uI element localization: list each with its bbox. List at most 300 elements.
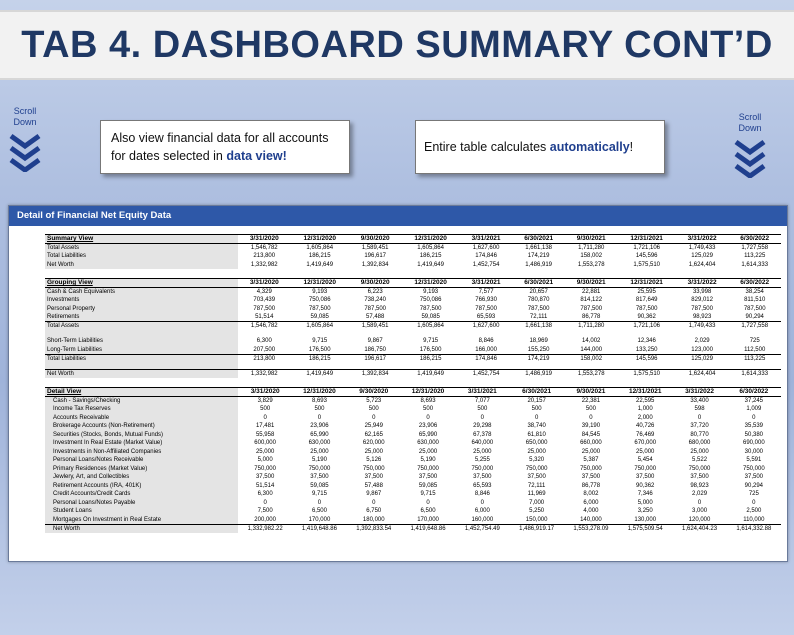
value-cell: 680,000 [688, 440, 711, 447]
value-cell: 86,778 [582, 314, 601, 320]
value-cell: 787,500 [691, 305, 713, 312]
value-cell: 1,009 [746, 406, 762, 413]
table-header-row [45, 279, 781, 288]
chevron-down-icon [8, 132, 42, 172]
value-cell: 787,500 [475, 305, 497, 312]
table-row [45, 405, 781, 414]
value-cell: 207,500 [253, 346, 276, 353]
table-header-row [45, 235, 781, 244]
value-cell: 196,617 [349, 354, 402, 363]
row-label: Total Assets [45, 244, 238, 253]
date-header: 12/31/2021 [618, 235, 676, 244]
value-cell: 5,723 [366, 398, 382, 404]
value-cell: 145,596 [618, 354, 676, 363]
date-header: 3/31/2021 [460, 235, 513, 244]
panel-title: Detail of Financial Net Equity Data [9, 206, 787, 226]
value-cell: 1,553,278 [565, 370, 618, 379]
value-cell: 37,500 [364, 474, 383, 481]
value-cell [618, 363, 676, 370]
callout-automatic: Entire table calculates automatically! [415, 120, 665, 174]
date-header: 3/31/2021 [455, 388, 509, 397]
value-cell: 76,469 [636, 431, 655, 438]
table-row [45, 516, 781, 525]
row-label: Net Worth [45, 261, 238, 270]
table-row [45, 473, 781, 482]
value-cell: 1,661,138 [512, 322, 565, 331]
value-cell: 0 [263, 414, 267, 421]
value-cell: 180,000 [362, 516, 385, 523]
date-header: 6/30/2022 [727, 388, 781, 397]
value-cell: 37,500 [310, 474, 329, 481]
value-cell: 1,749,433 [676, 322, 729, 331]
value-cell: 4,000 [583, 508, 599, 515]
value-cell: 29,298 [473, 423, 492, 430]
table-row [45, 524, 781, 533]
value-cell: 90,362 [636, 482, 655, 489]
value-cell: 9,715 [420, 491, 436, 498]
table-row [45, 431, 781, 440]
value-cell: 1,614,333 [728, 370, 781, 379]
value-cell: 25,000 [527, 448, 546, 455]
value-cell: 125,029 [676, 354, 729, 363]
value-cell: 9,715 [312, 338, 328, 345]
value-cell: 25,000 [636, 448, 655, 455]
value-cell: 6,750 [366, 508, 382, 515]
value-cell: 9,193 [312, 289, 328, 295]
value-cell: 113,225 [728, 354, 781, 363]
value-cell: 186,215 [291, 354, 349, 363]
date-header: 3/31/2022 [676, 235, 729, 244]
value-cell: 186,215 [401, 354, 459, 363]
value-cell: 7,500 [257, 508, 273, 515]
value-cell: 37,500 [473, 474, 492, 481]
value-cell: 57,488 [364, 482, 383, 489]
value-cell [238, 330, 291, 337]
value-cell: 196,617 [364, 253, 387, 260]
callout-data-view [100, 120, 350, 174]
value-cell: 0 [752, 499, 756, 506]
value-cell: 37,500 [418, 474, 438, 481]
value-cell: 23,906 [310, 423, 329, 430]
value-cell: 5,126 [366, 457, 382, 464]
value-cell: 186,215 [419, 253, 442, 260]
date-header: 12/31/2020 [291, 279, 349, 288]
value-cell: 112,500 [744, 346, 766, 353]
table-row [45, 507, 781, 516]
value-cell: 51,514 [255, 482, 275, 489]
value-cell: 1,392,833.54 [347, 524, 401, 533]
table-row [45, 439, 781, 448]
table-row [45, 288, 781, 297]
row-label: Investments [45, 296, 238, 305]
value-cell: 1,452,754 [460, 370, 513, 379]
table-row [45, 465, 781, 474]
value-cell: 598 [694, 406, 705, 413]
date-header: 9/30/2020 [349, 279, 402, 288]
value-cell: 25,000 [473, 448, 492, 455]
value-cell: 61,810 [527, 431, 546, 438]
page-title: TAB 4. DASHBOARD SUMMARY CONT’D [21, 23, 773, 66]
value-cell: 1,419,648.86 [401, 524, 455, 533]
value-cell: 9,715 [423, 338, 439, 345]
value-cell: 1,486,919 [512, 370, 565, 379]
callout-text: Also view financial data for all accounts for dates selected in [111, 131, 329, 163]
value-cell: 25,000 [255, 448, 275, 455]
row-label: Jewlery, Art, and Collectibles [45, 473, 238, 482]
value-cell: 37,500 [581, 474, 601, 481]
value-cell: 1,419,649 [291, 370, 349, 379]
value-cell: 4,329 [256, 289, 272, 295]
value-cell: 200,000 [254, 516, 276, 523]
value-cell: 500 [585, 406, 596, 413]
value-cell: 500 [423, 406, 434, 413]
section-header: Summary View [45, 235, 238, 244]
value-cell: 6,500 [311, 508, 327, 515]
value-cell: 1,589,451 [349, 322, 402, 331]
value-cell: 98,923 [692, 314, 712, 320]
value-cell: 7,346 [637, 491, 653, 498]
value-cell: 59,085 [421, 314, 440, 320]
value-cell: 72,111 [527, 482, 546, 489]
scroll-down-left[interactable] [5, 106, 45, 175]
row-label: Accounts Receivable [45, 414, 238, 423]
row-label: Total Assets [45, 322, 238, 331]
value-cell: 1,392,834 [349, 370, 402, 379]
date-header: 6/30/2021 [512, 279, 565, 288]
value-cell: 5,190 [420, 457, 436, 464]
row-label: Investment In Real Estate (Market Value) [45, 439, 238, 448]
row-label: Personal Loans/Notes Payable [45, 499, 238, 508]
value-cell: 5,320 [529, 457, 545, 464]
value-cell: 1,721,106 [633, 245, 661, 251]
net-equity-panel [8, 205, 788, 562]
value-cell: 0 [317, 499, 322, 506]
value-cell: 0 [534, 414, 539, 421]
value-cell: 50,380 [744, 431, 764, 438]
value-cell: 160,000 [471, 516, 494, 523]
value-cell: 22,595 [636, 398, 655, 404]
table-row [45, 370, 781, 379]
value-cell: 6,500 [420, 508, 436, 515]
row-label: Retirement Accounts (IRA, 401K) [45, 482, 238, 491]
value-cell: 38,740 [527, 423, 546, 430]
callout-bold: data view! [226, 149, 287, 163]
value-cell: 1,711,280 [565, 322, 618, 331]
value-cell: 90,294 [744, 482, 764, 489]
value-cell: 5,522 [692, 457, 708, 464]
value-cell: 1,721,106 [618, 322, 676, 331]
value-cell [291, 330, 349, 337]
value-cell: 0 [317, 414, 322, 421]
value-cell: 12,346 [637, 338, 656, 345]
value-cell: 59,085 [418, 482, 438, 489]
date-header: 3/31/2022 [676, 279, 729, 288]
value-cell: 0 [263, 499, 267, 506]
value-cell: 35,539 [744, 423, 764, 430]
value-cell: 8,002 [583, 491, 599, 498]
value-cell: 72,111 [529, 314, 548, 320]
value-cell: 1,614,333 [741, 261, 769, 268]
row-label: Long-Term Liabilities [45, 346, 238, 355]
value-cell: 170,000 [308, 516, 331, 523]
row-label: Personal Property [45, 305, 238, 314]
value-cell: 750,000 [688, 465, 711, 472]
value-cell: 140,000 [580, 516, 602, 523]
value-cell: 86,778 [581, 482, 601, 489]
value-cell: 39,190 [581, 423, 601, 430]
value-cell: 1,419,649 [417, 261, 444, 268]
value-cell: 829,012 [691, 297, 713, 304]
value-cell: 1,627,600 [460, 322, 513, 331]
value-cell: 186,750 [364, 346, 387, 353]
value-cell: 0 [697, 414, 702, 421]
value-cell: 630,000 [417, 440, 439, 447]
row-label: Student Loans [45, 507, 238, 516]
value-cell: 750,000 [417, 465, 439, 472]
value-cell: 67,378 [473, 431, 492, 438]
date-header: 6/30/2021 [509, 388, 563, 397]
value-cell: 133,250 [635, 346, 658, 353]
value-cell: 640,000 [471, 440, 494, 447]
value-cell: 817,649 [635, 297, 658, 304]
row-label: Investments in Non-Affiliated Companies [45, 448, 238, 457]
value-cell: 174,846 [475, 253, 497, 260]
value-cell: 37,245 [744, 398, 764, 404]
value-cell: 1,486,919.17 [509, 524, 563, 533]
value-cell: 37,500 [690, 474, 709, 481]
value-cell: 113,225 [744, 253, 766, 260]
section-header: Grouping View [45, 279, 238, 288]
table-row [45, 244, 781, 253]
value-cell: 1,605,864 [291, 322, 349, 331]
value-cell: 62,165 [364, 431, 383, 438]
date-header: 9/30/2020 [349, 235, 402, 244]
value-cell: 1,000 [637, 406, 653, 413]
row-label: Net Worth [45, 524, 238, 533]
value-cell: 40,726 [636, 423, 655, 430]
value-cell [238, 363, 291, 370]
value-cell: 1,727,558 [741, 245, 769, 251]
value-cell: 30,000 [744, 448, 764, 455]
value-cell: 750,000 [742, 465, 765, 472]
table-row [45, 305, 781, 314]
value-cell: 2,500 [746, 508, 762, 515]
value-cell: 176,500 [419, 346, 442, 353]
date-header: 9/30/2021 [565, 235, 618, 244]
value-cell: 1,392,834 [361, 261, 389, 268]
value-cell: 59,085 [310, 482, 329, 489]
value-cell: 37,500 [636, 474, 655, 481]
table-row [45, 252, 781, 261]
value-cell [565, 363, 618, 370]
value-cell: 7,000 [529, 499, 545, 506]
value-cell [618, 330, 676, 337]
row-label: Income Tax Reserves [45, 405, 238, 414]
value-cell: 690,000 [742, 440, 765, 447]
row-label: Total Liabilities [45, 354, 238, 363]
value-cell: 725 [749, 338, 760, 345]
row-label: Brokerage Accounts (Non-Retirement) [45, 422, 238, 431]
value-cell: 22,381 [581, 398, 601, 404]
value-cell: 125,029 [691, 253, 713, 260]
value-cell: 500 [531, 406, 542, 413]
date-header: 3/31/2022 [672, 388, 726, 397]
table-row [45, 354, 781, 363]
value-cell: 500 [260, 406, 271, 413]
value-cell: 750,000 [471, 465, 494, 472]
value-cell: 1,452,754.49 [455, 524, 509, 533]
grouping-table [45, 278, 781, 378]
value-cell [291, 363, 349, 370]
table-row [45, 482, 781, 491]
row-label: Retirements [45, 313, 238, 322]
value-cell: 17,481 [255, 423, 275, 430]
scroll-down-right[interactable] [730, 112, 770, 181]
value-cell: 174,219 [527, 253, 550, 260]
value-cell: 25,000 [364, 448, 383, 455]
value-cell: 14,002 [582, 338, 601, 345]
value-cell: 5,387 [583, 457, 599, 464]
date-header: 9/30/2020 [347, 388, 401, 397]
value-cell: 8,846 [474, 491, 490, 498]
table-row [45, 313, 781, 322]
scroll-down-label: Scroll Down [13, 106, 37, 127]
value-cell: 65,990 [418, 431, 438, 438]
value-cell: 110,000 [743, 516, 765, 523]
value-cell: 1,575,509.54 [618, 524, 672, 533]
value-cell: 5,591 [746, 457, 762, 464]
table-row [45, 499, 781, 508]
value-cell: 500 [368, 406, 379, 413]
value-cell: 25,595 [637, 289, 656, 295]
value-cell: 25,949 [364, 423, 383, 430]
date-header: 12/31/2020 [291, 235, 349, 244]
value-cell: 98,923 [690, 482, 709, 489]
value-cell [676, 330, 729, 337]
value-cell: 84,545 [581, 431, 601, 438]
value-cell: 158,002 [580, 253, 603, 260]
value-cell: 0 [752, 414, 756, 421]
table-row [45, 397, 781, 406]
date-header: 9/30/2021 [565, 279, 618, 288]
value-cell: 500 [314, 406, 325, 413]
date-header: 3/31/2020 [238, 279, 291, 288]
value-cell: 1,614,332.88 [727, 524, 781, 533]
value-cell: 6,000 [583, 499, 599, 506]
date-header: 12/31/2020 [401, 388, 455, 397]
date-header: 6/30/2022 [728, 235, 781, 244]
value-cell: 725 [748, 491, 759, 498]
value-cell: 1,553,278.09 [564, 524, 618, 533]
value-cell [565, 330, 618, 337]
value-cell: 1,605,864 [401, 322, 459, 331]
date-header: 12/31/2021 [618, 388, 672, 397]
value-cell [512, 330, 565, 337]
value-cell: 787,500 [635, 305, 658, 312]
value-cell: 174,219 [512, 354, 565, 363]
row-label: Mortgages On Investment in Real Estate [45, 516, 238, 525]
value-cell: 1,486,919 [525, 261, 552, 268]
value-cell: 1,624,404.23 [672, 524, 726, 533]
value-cell: 1,419,649 [306, 261, 334, 268]
value-cell: 1,575,510 [618, 370, 676, 379]
value-cell: 0 [372, 414, 376, 421]
value-cell: 37,720 [690, 423, 709, 430]
value-cell: 814,122 [580, 297, 603, 304]
value-cell: 176,500 [308, 346, 331, 353]
value-cell: 1,546,782 [238, 322, 291, 331]
value-cell: 750,000 [308, 465, 331, 472]
value-cell: 811,510 [744, 297, 766, 304]
value-cell: 787,500 [527, 305, 550, 312]
value-cell: 37,500 [744, 474, 764, 481]
value-cell: 703,439 [253, 297, 276, 304]
value-cell: 65,990 [310, 431, 329, 438]
date-header: 12/31/2021 [618, 279, 676, 288]
value-cell: 6,300 [256, 338, 272, 345]
row-label: Cash - Savings/Checking [45, 397, 238, 406]
value-cell: 787,500 [308, 305, 331, 312]
title-bar [0, 10, 794, 80]
value-cell: 1,419,648.86 [292, 524, 346, 533]
value-cell: 166,000 [475, 346, 497, 353]
value-cell: 33,400 [690, 398, 709, 404]
table-row [45, 490, 781, 499]
value-cell: 20,657 [529, 289, 548, 295]
value-cell: 9,867 [367, 338, 383, 345]
value-cell: 120,000 [688, 516, 711, 523]
value-cell: 7,577 [478, 289, 494, 295]
table-row [45, 296, 781, 305]
value-cell: 25,000 [581, 448, 601, 455]
value-cell [401, 363, 459, 370]
value-cell: 738,240 [364, 297, 387, 304]
value-cell: 90,362 [637, 314, 656, 320]
table-row [45, 346, 781, 355]
value-cell: 1,546,782 [250, 245, 278, 251]
date-header: 6/30/2021 [512, 235, 565, 244]
value-cell: 23,906 [418, 423, 438, 430]
value-cell: 65,593 [473, 482, 492, 489]
value-cell: 750,000 [580, 465, 602, 472]
value-cell: 5,250 [529, 508, 545, 515]
value-cell: 0 [480, 499, 484, 506]
value-cell: 170,000 [417, 516, 439, 523]
value-cell: 65,593 [476, 314, 496, 320]
value-cell: 130,000 [634, 516, 657, 523]
value-cell: 787,500 [419, 305, 442, 312]
value-cell: 8,693 [311, 398, 327, 404]
value-cell: 750,000 [362, 465, 385, 472]
value-cell: 55,958 [255, 431, 275, 438]
date-header: 3/31/2020 [238, 388, 292, 397]
value-cell [460, 330, 513, 337]
value-cell: 0 [589, 414, 593, 421]
value-cell [349, 363, 402, 370]
date-header: 3/31/2020 [238, 235, 291, 244]
callout-bold: automatically [549, 140, 630, 154]
value-cell: 0 [372, 499, 376, 506]
value-cell: 11,969 [527, 491, 546, 498]
value-cell: 213,800 [253, 253, 276, 260]
value-cell: 6,300 [257, 491, 273, 498]
value-cell: 1,605,864 [306, 245, 334, 251]
row-label: Personal Loans/Notes Receivable [45, 456, 238, 465]
value-cell: 57,488 [366, 314, 385, 320]
table-row [45, 261, 781, 270]
date-header: 9/30/2021 [564, 388, 618, 397]
value-cell: 780,870 [527, 297, 550, 304]
